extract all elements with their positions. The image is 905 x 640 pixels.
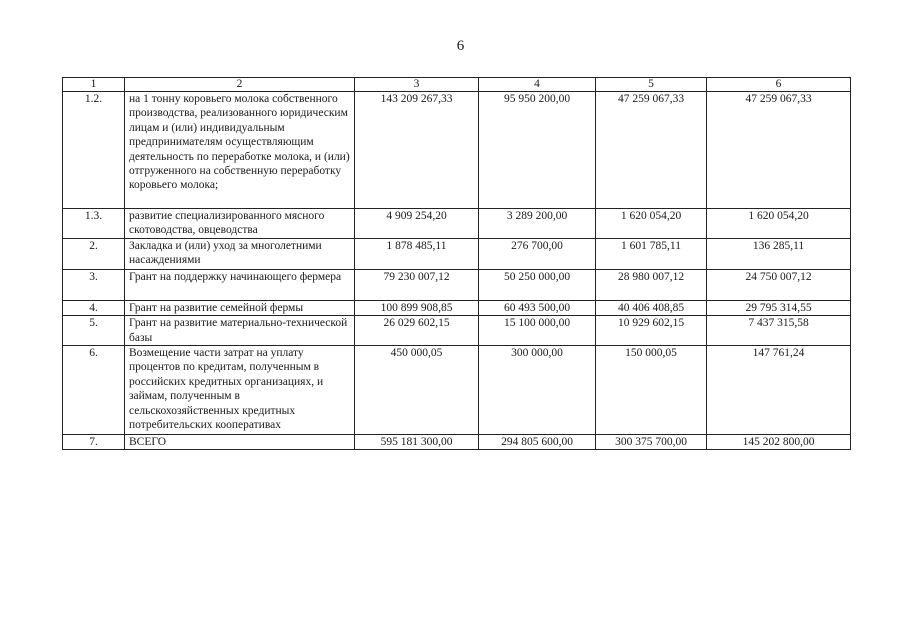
value-col-4: 60 493 500,00 — [479, 300, 596, 315]
column-header-5: 5 — [596, 78, 707, 92]
header-row — [63, 78, 851, 92]
column-header-3: 3 — [355, 78, 479, 92]
table-row — [63, 300, 851, 315]
value-col-4: 15 100 000,00 — [479, 316, 596, 346]
value-col-5: 10 929 602,15 — [596, 316, 707, 346]
column-header-2: 2 — [125, 78, 355, 92]
value-col-6: 29 795 314,55 — [707, 300, 851, 315]
row-description: Грант на развитие семейной фермы — [125, 300, 355, 315]
budget-table — [62, 77, 851, 450]
value-col-4: 276 700,00 — [479, 238, 596, 269]
total-col-5: 300 375 700,00 — [596, 435, 707, 450]
value-col-4: 300 000,00 — [479, 346, 596, 435]
value-col-5: 150 000,05 — [596, 346, 707, 435]
row-number: 3. — [63, 269, 125, 300]
table-row — [63, 92, 851, 209]
value-col-4: 95 950 200,00 — [479, 92, 596, 209]
value-col-4: 3 289 200,00 — [479, 209, 596, 239]
total-row — [63, 435, 851, 450]
value-col-5: 28 980 007,12 — [596, 269, 707, 300]
value-col-5: 1 601 785,11 — [596, 238, 707, 269]
row-number: 2. — [63, 238, 125, 269]
row-description: Закладка и (или) уход за многолетними насаждениями — [125, 238, 355, 269]
value-col-4: 50 250 000,00 — [479, 269, 596, 300]
value-col-3: 1 878 485,11 — [355, 238, 479, 269]
row-description: ВСЕГО — [125, 435, 355, 450]
value-col-3: 26 029 602,15 — [355, 316, 479, 346]
value-col-6: 7 437 315,58 — [707, 316, 851, 346]
row-number: 7. — [63, 435, 125, 450]
value-col-6: 147 761,24 — [707, 346, 851, 435]
column-header-6: 6 — [707, 78, 851, 92]
value-col-5: 1 620 054,20 — [596, 209, 707, 239]
table-row — [63, 238, 851, 269]
row-number: 4. — [63, 300, 125, 315]
value-col-6: 1 620 054,20 — [707, 209, 851, 239]
value-col-5: 47 259 067,33 — [596, 92, 707, 209]
row-description: на 1 тонну коровьего молока собственного производства, реализованного юридическим лицам и (или) индивидуальным предпринимателям осуществляющим деятельность по переработке молока, и (или) отгруженного на собственную переработку коровьего молока; — [125, 92, 355, 209]
value-col-3: 100 899 908,85 — [355, 300, 479, 315]
table-row — [63, 346, 851, 435]
value-col-3: 79 230 007,12 — [355, 269, 479, 300]
value-col-6: 24 750 007,12 — [707, 269, 851, 300]
value-col-5: 40 406 408,85 — [596, 300, 707, 315]
total-col-6: 145 202 800,00 — [707, 435, 851, 450]
row-description: Возмещение части затрат на уплату процентов по кредитам, полученным в российских кредитных организациях, и займам, полученным в сельскохозяйственных кредитных потребительских кооперативах — [125, 346, 355, 435]
page-number: 6 — [456, 38, 465, 54]
row-description: развитие специализированного мясного скотоводства, овцеводства — [125, 209, 355, 239]
table-row — [63, 269, 851, 300]
total-col-3: 595 181 300,00 — [355, 435, 479, 450]
table-row — [63, 209, 851, 239]
value-col-3: 143 209 267,33 — [355, 92, 479, 209]
row-number: 6. — [63, 346, 125, 435]
value-col-3: 450 000,05 — [355, 346, 479, 435]
row-number: 1.3. — [63, 209, 125, 239]
value-col-6: 47 259 067,33 — [707, 92, 851, 209]
row-number: 5. — [63, 316, 125, 346]
value-col-3: 4 909 254,20 — [355, 209, 479, 239]
table-row — [63, 316, 851, 346]
total-col-4: 294 805 600,00 — [479, 435, 596, 450]
row-number: 1.2. — [63, 92, 125, 209]
row-description: Грант на развитие материально-технической базы — [125, 316, 355, 346]
column-header-4: 4 — [479, 78, 596, 92]
row-description: Грант на поддержку начинающего фермера — [125, 269, 355, 300]
column-header-1: 1 — [63, 78, 125, 92]
value-col-6: 136 285,11 — [707, 238, 851, 269]
